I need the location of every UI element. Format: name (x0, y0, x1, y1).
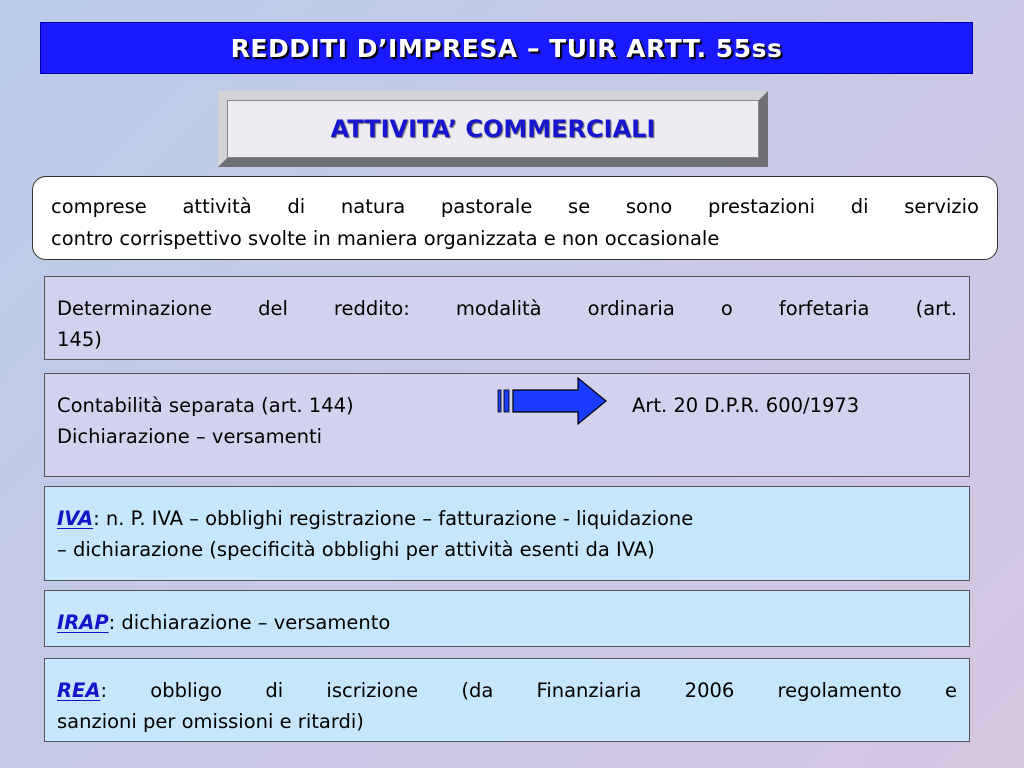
rea-keyword: REA (57, 679, 101, 702)
note-line-2: contro corrispettivo svolte in maniera organizzata e non occasionale (51, 227, 720, 250)
subtitle-text: ATTIVITA’ COMMERCIALI (330, 115, 656, 143)
irap-text: : dichiarazione – versamento (108, 611, 391, 634)
note-line-1: comprese attività di natura pastorale se sono prestazioni di servizio (51, 195, 979, 218)
title-bar (40, 22, 973, 74)
note-box (32, 176, 998, 260)
irap-keyword: IRAP (57, 611, 109, 634)
right-arrow-icon (496, 376, 608, 426)
rea-text-2: sanzioni per omissioni e ritardi) (57, 710, 364, 733)
iva-keyword: IVA (57, 507, 94, 530)
reddito-box (44, 276, 970, 360)
iva-text-1: : n. P. IVA – obblighi registrazione – fatturazione - liquidazione (93, 507, 694, 530)
irap-box (44, 590, 970, 647)
rea-box (44, 658, 970, 742)
contabilita-line-2: Dichiarazione – versamenti (57, 425, 323, 448)
subtitle-inner (227, 100, 759, 158)
dpr-reference: Art. 20 D.P.R. 600/1973 (632, 394, 860, 417)
subtitle-box (218, 91, 768, 167)
contabilita-line-1: Contabilità separata (art. 144) (57, 394, 354, 417)
page-title: REDDITI D’IMPRESA – TUIR ARTT. 55ss (230, 33, 783, 63)
reddito-line-1: Determinazione del reddito: modalità ordinaria o forfetaria (art. (57, 297, 957, 320)
iva-text-2: – dichiarazione (specificità obblighi per attività esenti da IVA) (57, 538, 655, 561)
reddito-line-2: 145) (57, 328, 102, 351)
rea-text-1: : obbligo di iscrizione (da Finanziaria 2006 regolamento e (100, 679, 957, 702)
iva-box (44, 486, 970, 581)
